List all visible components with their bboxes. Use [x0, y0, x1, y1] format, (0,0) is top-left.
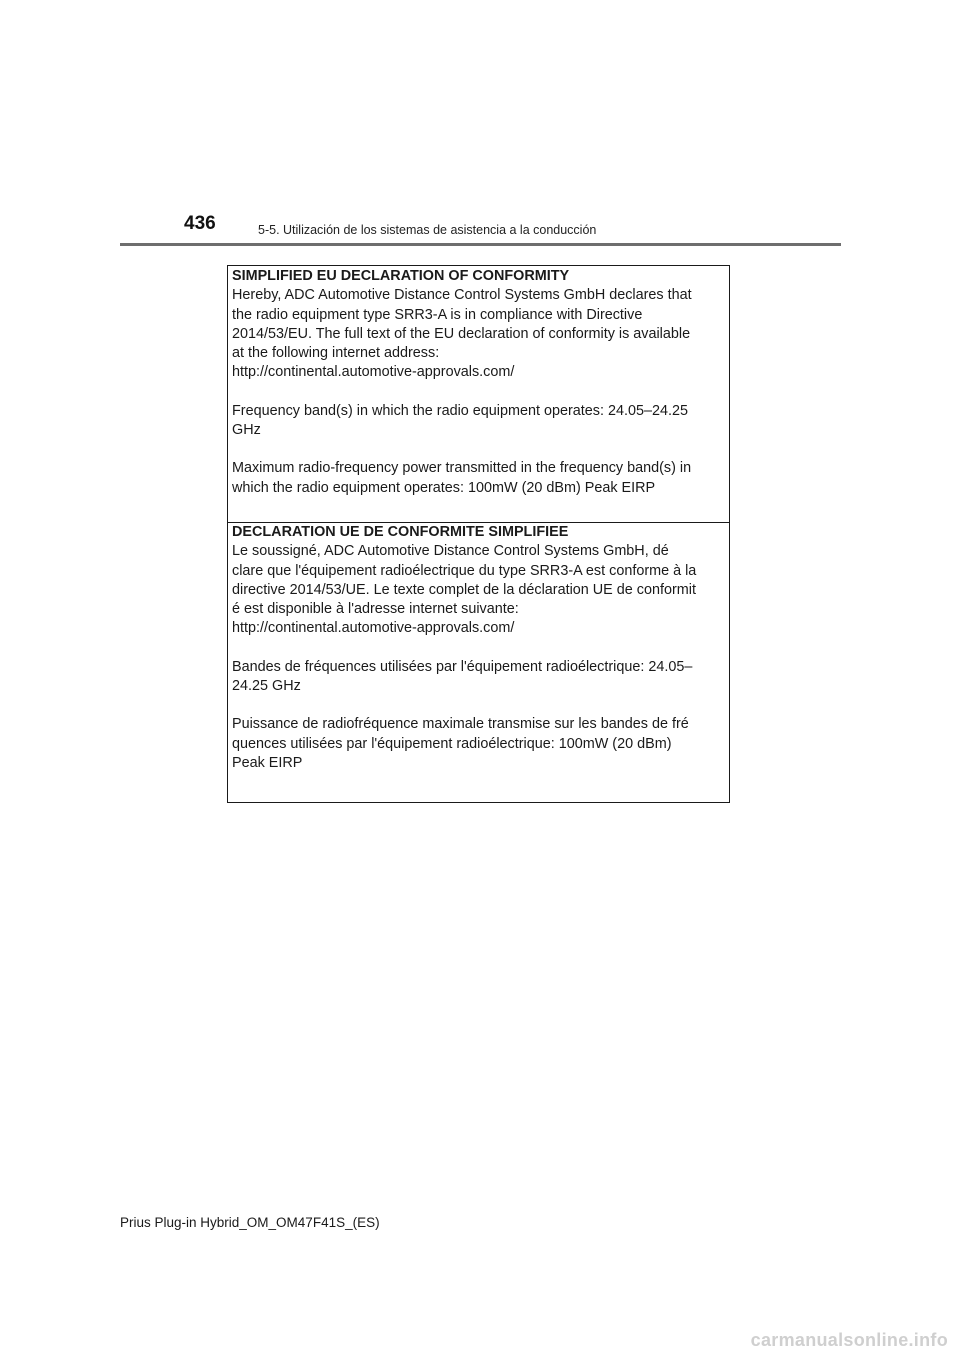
declaration-en [228, 267, 729, 498]
declaration-fr [228, 523, 729, 773]
declaration-en-power-line: which the radio equipment operates: 100mW (20 dBm) Peak EIRP [232, 479, 656, 496]
declaration-fr-intro-line: directive 2014/53/UE. Le texte complet de la déclaration UE de conformit [232, 581, 696, 598]
declaration-fr-power-line: Puissance de radiofréquence maximale transmise sur les bandes de fré [232, 716, 689, 733]
declaration-fr-frequency-line: 24.25 GHz [232, 678, 301, 695]
declaration-en-intro-line: the radio equipment type SRR3-A is in compliance with Directive [232, 306, 643, 323]
manual-footer: Prius Plug-in Hybrid_OM_OM47F41S_(ES) [120, 1215, 380, 1230]
declaration-en-frequency-line: Frequency band(s) in which the radio equipment operates: 24.05–24.25 [232, 402, 688, 419]
declaration-fr-intro-line: é est disponible à l'adresse internet suivante: [232, 601, 519, 618]
page-number: 436 [184, 213, 216, 234]
declaration-fr-power [232, 715, 729, 773]
declaration-fr-heading: DECLARATION UE DE CONFORMITE SIMPLIFIEE [232, 524, 569, 540]
declaration-fr-frequency [232, 658, 729, 697]
declaration-en-url: http://continental.automotive-approvals.com/ [232, 364, 515, 381]
declaration-en-frequency-line: GHz [232, 422, 261, 439]
declaration-fr-power-line: quences utilisées par l'équipement radioélectrique: 100mW (20 dBm) [232, 735, 672, 752]
declaration-en-intro-line: 2014/53/EU. The full text of the EU declaration of conformity is available [232, 325, 691, 342]
declaration-en-power-line: Maximum radio-frequency power transmitted in the frequency band(s) in [232, 460, 692, 477]
declaration-fr-url: http://continental.automotive-approvals.com/ [232, 620, 515, 637]
declaration-en-intro-line: Hereby, ADC Automotive Distance Control Systems GmbH declares that [232, 287, 692, 304]
declaration-fr-intro-line: Le soussigné, ADC Automotive Distance Control Systems GmbH, dé [232, 543, 669, 560]
declaration-en-frequency [232, 402, 729, 441]
declaration-en-heading: SIMPLIFIED EU DECLARATION OF CONFORMITY [232, 268, 570, 284]
section-title: 5-5. Utilización de los sistemas de asistencia a la conducción [258, 223, 597, 237]
declaration-fr-power-line: Peak EIRP [232, 754, 303, 771]
declaration-fr-intro-line: clare que l'équipement radioélectrique du type SRR3-A est conforme à la [232, 562, 697, 579]
declaration-en-intro [232, 286, 729, 382]
declaration-en-intro-line: at the following internet address: [232, 345, 440, 362]
header-rule [120, 243, 841, 246]
declaration-box [227, 265, 730, 803]
declaration-fr-frequency-line: Bandes de fréquences utilisées par l'équipement radioélectrique: 24.05– [232, 658, 693, 675]
declaration-fr-intro [232, 542, 729, 638]
declaration-en-power [232, 459, 729, 498]
watermark: carmanualsonline.info [750, 1330, 948, 1350]
